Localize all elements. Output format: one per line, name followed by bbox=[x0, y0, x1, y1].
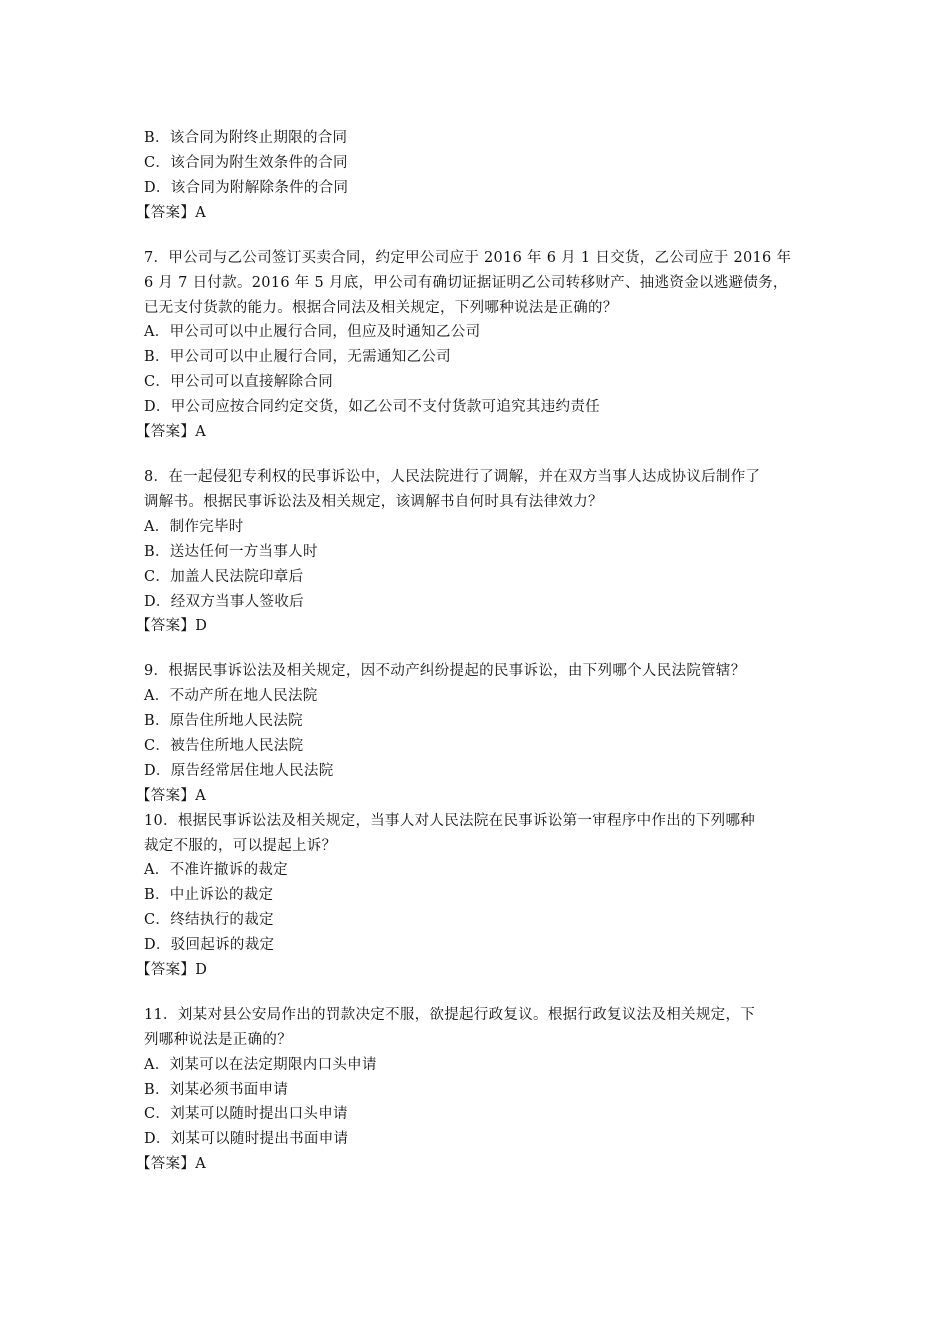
question-line: 已无支付货款的能力。根据合同法及相关规定，下列哪种说法是正确的？ bbox=[144, 300, 618, 316]
question-line: 11．刘某对县公安局作出的罚款决定不服，欲提起行政复议。根据行政复议法及相关规定，下 bbox=[144, 1007, 756, 1023]
option-line: D．驳回起诉的裁定 bbox=[144, 937, 275, 953]
option-line: C．该合同为附生效条件的合同 bbox=[144, 155, 348, 171]
option-line: B．中止诉讼的裁定 bbox=[144, 887, 274, 903]
question-line: 6 月 7 日付款。2016 年 5 月底，甲公司有确切证据证明乙公司转移财产、抽逃资金以逃避债务， bbox=[144, 275, 788, 291]
option-line: B．甲公司可以中止履行合同，无需通知乙公司 bbox=[144, 349, 451, 365]
answer-line: 【答案】A bbox=[136, 1156, 206, 1172]
option-line: C．刘某可以随时提出口头申请 bbox=[144, 1106, 348, 1122]
answer-line: 【答案】D bbox=[136, 962, 208, 978]
option-line: B．原告住所地人民法院 bbox=[144, 713, 303, 729]
option-line: A．刘某可以在法定期限内口头申请 bbox=[144, 1057, 377, 1073]
question-line: 调解书。根据民事诉讼法及相关规定，该调解书自何时具有法律效力？ bbox=[144, 494, 603, 510]
option-line: C．终结执行的裁定 bbox=[144, 912, 274, 928]
answer-line: 【答案】A bbox=[136, 424, 206, 440]
option-line: A．甲公司可以中止履行合同，但应及时通知乙公司 bbox=[144, 324, 481, 340]
option-line: D．经双方当事人签收后 bbox=[144, 594, 304, 610]
answer-line: 【答案】A bbox=[136, 205, 206, 221]
option-line: D．原告经常居住地人民法院 bbox=[144, 763, 334, 779]
question-line: 裁定不服的，可以提起上诉？ bbox=[144, 838, 337, 854]
answer-line: 【答案】A bbox=[136, 788, 206, 804]
option-line: A．不准许撤诉的裁定 bbox=[144, 862, 288, 878]
option-line: C．甲公司可以直接解除合同 bbox=[144, 374, 333, 390]
question-line: 列哪种说法是正确的？ bbox=[144, 1032, 292, 1048]
option-line: A．制作完毕时 bbox=[144, 519, 244, 535]
option-line: B．该合同为附终止期限的合同 bbox=[144, 130, 348, 146]
option-line: B．刘某必须书面申请 bbox=[144, 1082, 289, 1098]
option-line: C．被告住所地人民法院 bbox=[144, 738, 304, 754]
option-line: D．刘某可以随时提出书面申请 bbox=[144, 1131, 349, 1147]
option-line: C．加盖人民法院印章后 bbox=[144, 569, 304, 585]
question-line: 9．根据民事诉讼法及相关规定，因不动产纠纷提起的民事诉讼，由下列哪个人民法院管辖？ bbox=[144, 663, 746, 679]
question-line: 7．甲公司与乙公司签订买卖合同，约定甲公司应于 2016 年 6 月 1 日交货，乙公司应于 2016 年 bbox=[144, 250, 792, 266]
option-line: D．该合同为附解除条件的合同 bbox=[144, 180, 349, 196]
option-line: A．不动产所在地人民法院 bbox=[144, 688, 318, 704]
option-line: B．送达任何一方当事人时 bbox=[144, 544, 318, 560]
question-line: 10．根据民事诉讼法及相关规定，当事人对人民法院在民事诉讼第一审程序中作出的下列哪种 bbox=[144, 813, 756, 829]
answer-line: 【答案】D bbox=[136, 618, 208, 634]
question-line: 8．在一起侵犯专利权的民事诉讼中，人民法院进行了调解，并在双方当事人达成协议后制作了 bbox=[144, 469, 761, 485]
option-line: D．甲公司应按合同约定交货，如乙公司不支付货款可追究其违约责任 bbox=[144, 399, 600, 415]
